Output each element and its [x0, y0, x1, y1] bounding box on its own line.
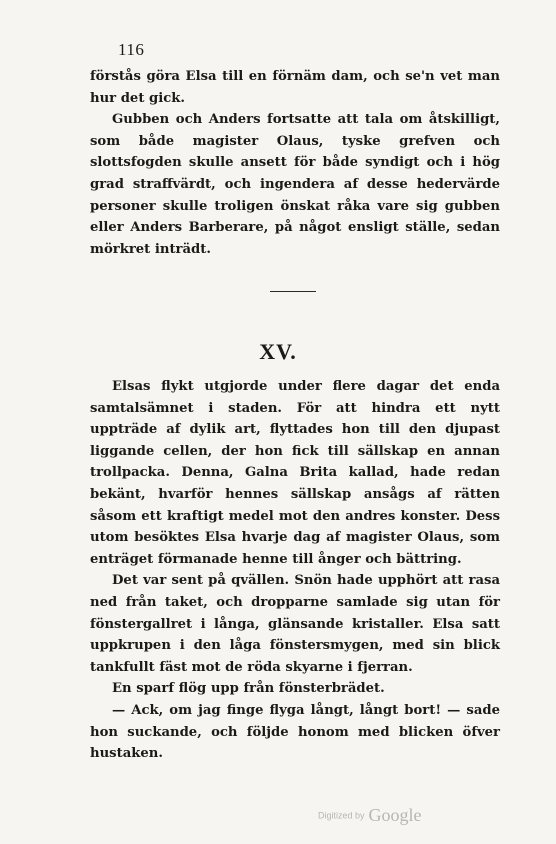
paragraph: Elsas flykt utgjorde under flere dagar det enda samtalsämnet i staden. För att hindra ett nytt uppträde af dylik art, flyttades hon till den djupast liggande cellen, der hon fick till sällskap en annan trollpacka. Denna, Galna Brita kallad, hade redan bekänt, hvarför hennes sällskap ansågs af rätten såsom ett kraftigt medel mot den andres konster. Dess utom besöktes Elsa hvarje dag af magister Olaus, som enträget förmanade henne till ånger och bättring.	[90, 379, 500, 567]
paragraph: Gubben och Anders fortsatte att tala om åtskilligt, som både magister Olaus, tyske grefven och slottsfogden skulle ansett för både syndigt och i hög grad straffvärdt, och ingendera af desse hedervärde personer skulle troligen önskat råka vare sig gubben eller Anders Barberare, på något ensligt ställe, sedan mörkret inträdt.	[90, 112, 500, 257]
top-text-block	[90, 66, 500, 260]
section-divider	[270, 291, 316, 292]
paragraph: Det var sent på qvällen. Snön hade upphört att rasa ned från taket, och dropparne samlade sig utan för fönstergallret i långa, glänsande kristaller. Elsa satt uppkrupen i den låga fönstersmygen, med sin blick tankfullt fäst mot de röda skyarne i fjerran.	[90, 573, 500, 675]
paragraph: En sparf flög upp från fönsterbrädet.	[112, 681, 385, 697]
watermark-prefix: Digitized by	[318, 810, 365, 821]
chapter-text-block	[90, 376, 500, 765]
paragraph-continuation: förstås göra Elsa till en förnäm dam, och se'n vet man hur det gick.	[90, 69, 500, 106]
chapter-heading: XV.	[259, 339, 297, 364]
paragraph: — Ack, om jag finge flyga långt, långt bort! — sade hon suckande, och följde honom med blicken öfver hustaken.	[90, 702, 500, 762]
page-number: 116	[118, 40, 145, 59]
watermark-brand: Google	[368, 805, 422, 825]
digitized-watermark	[318, 805, 422, 826]
